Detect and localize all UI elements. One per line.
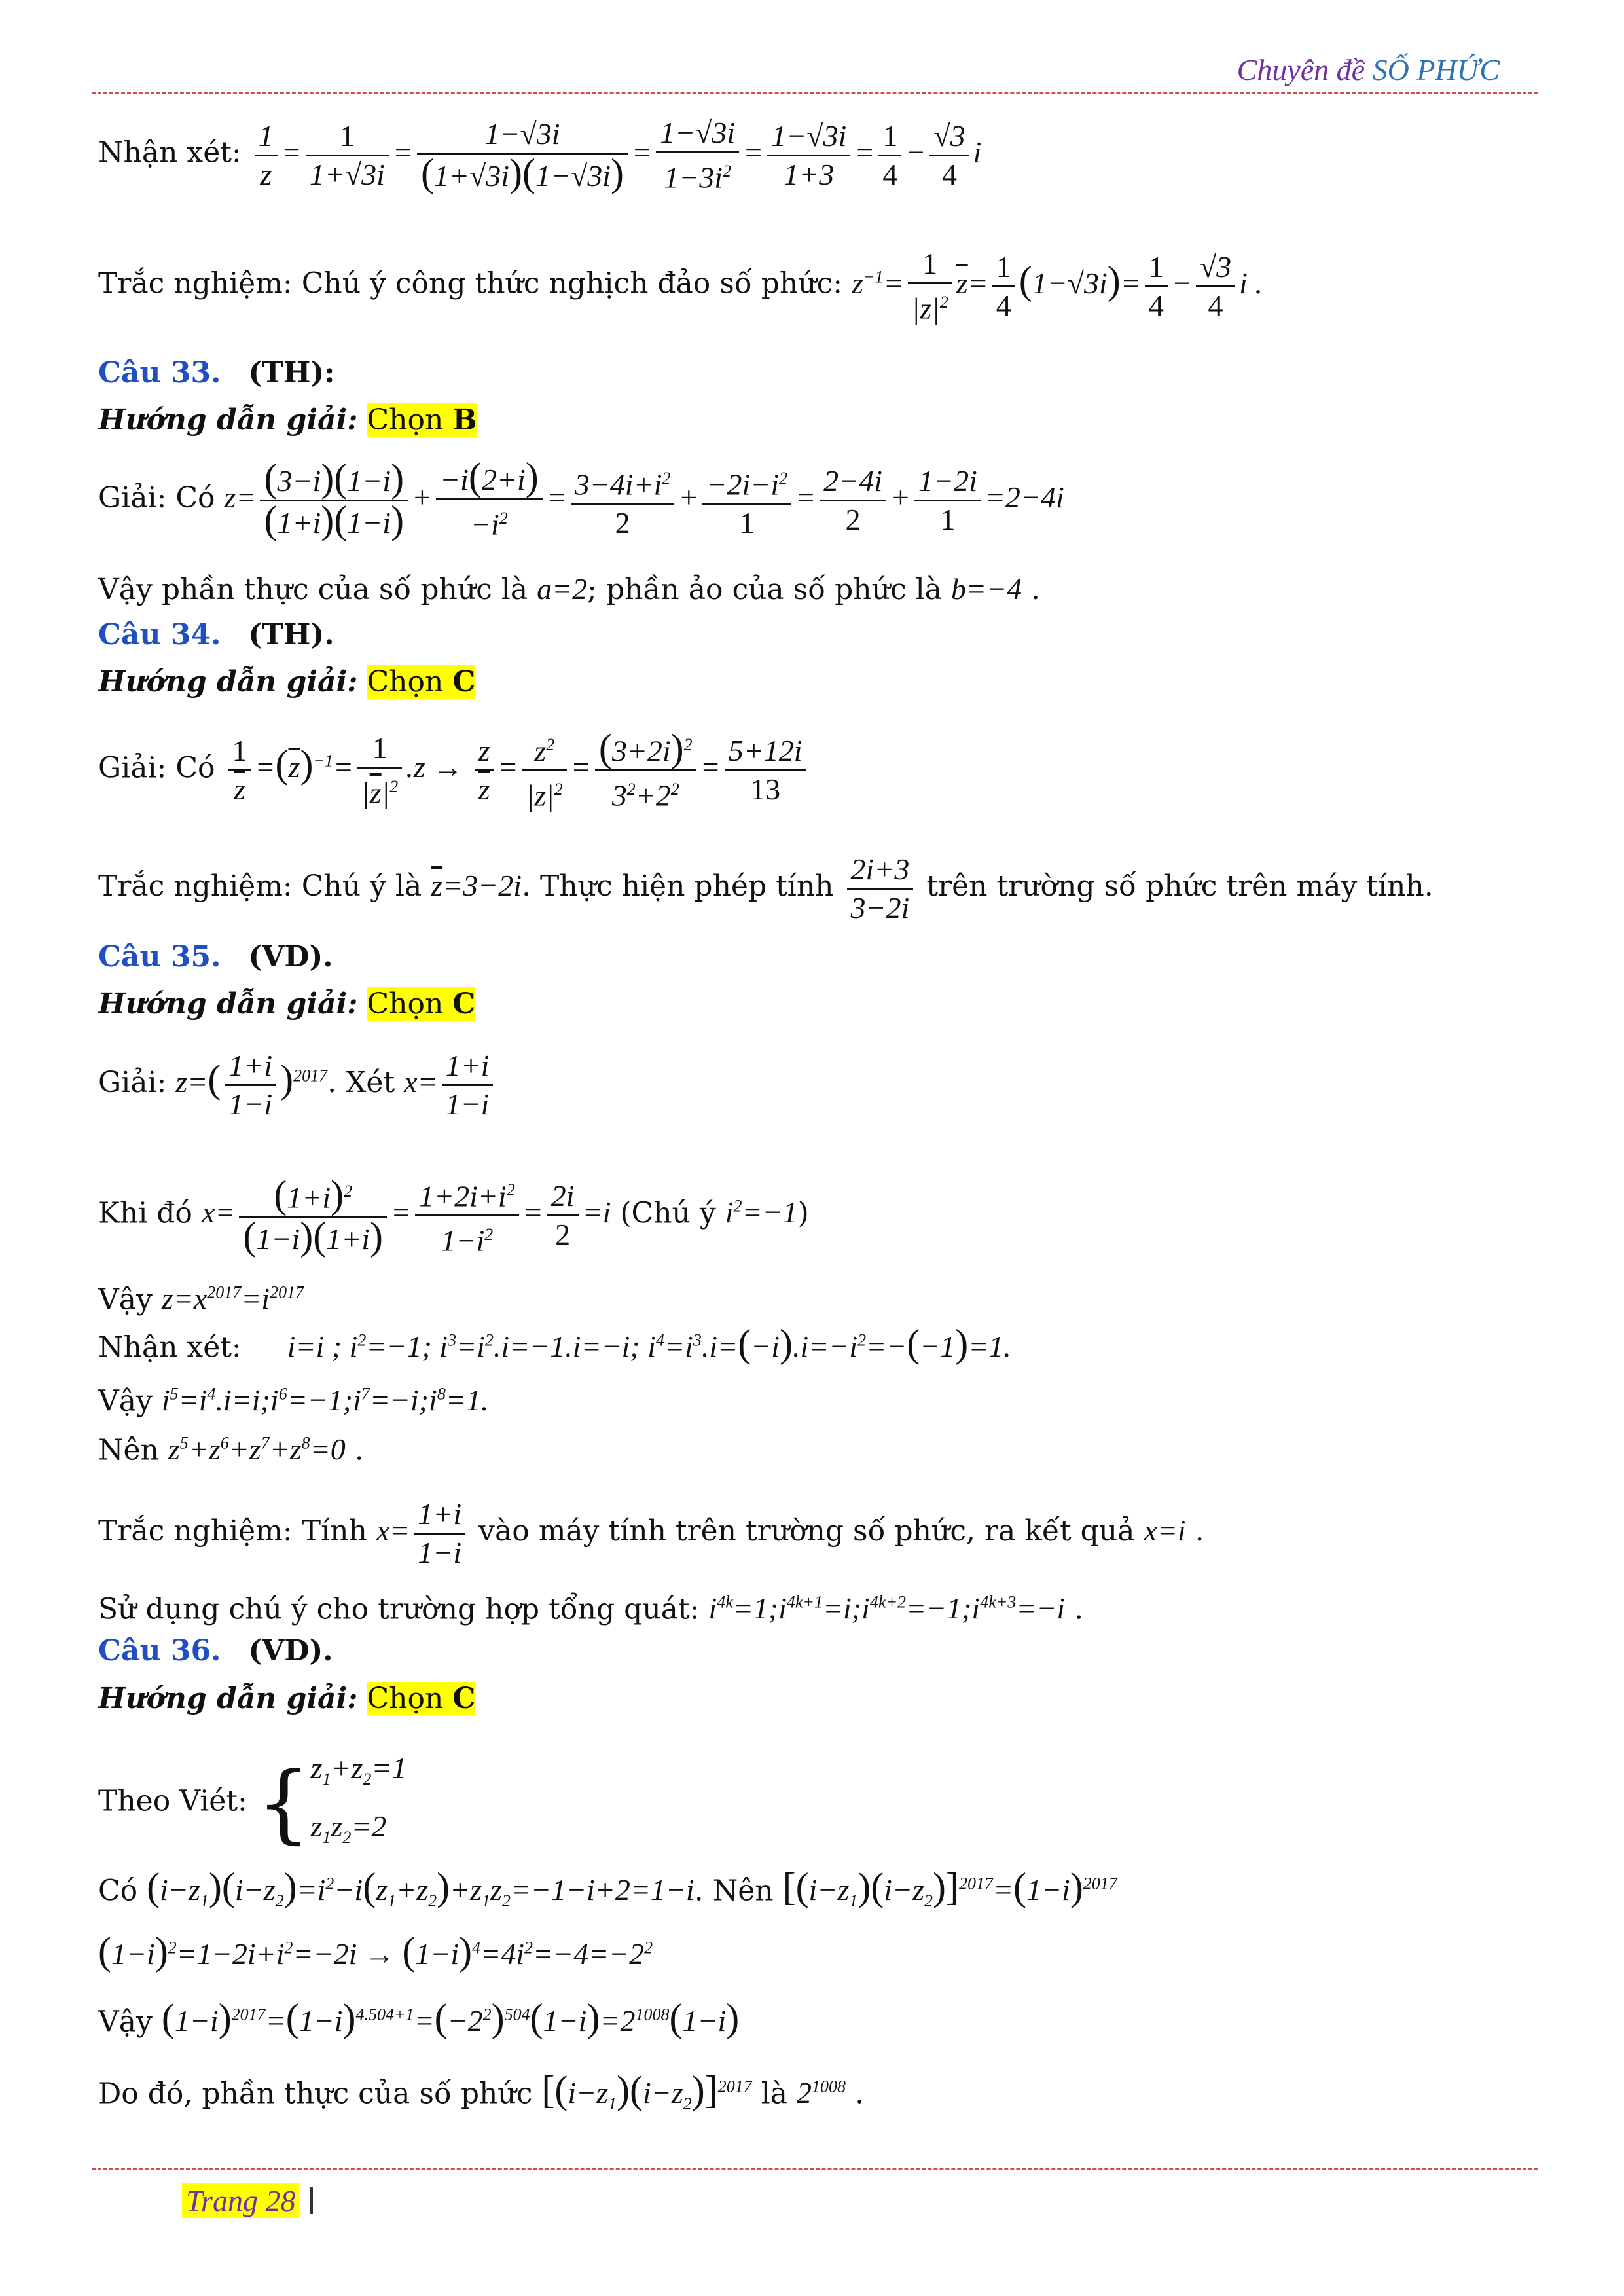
quiz-note-line: Trắc nghiệm: Chú ý công thức nghịch đảo số phức: $z^{-1}=$ $\frac{1}{|z|^2}$ $\overline{z}=$ $\frac{1}{4}$ (1−√3i)= $\frac{1}{4}$ − $\frac{√3}{4}$ i . (98, 247, 1263, 325)
footer-divider (92, 2168, 1538, 2170)
so-label: Vậy (98, 1384, 153, 1418)
question-33-heading (98, 354, 335, 393)
choice-word: Chọn (367, 987, 444, 1021)
question-35-step: Khi đó x= $\frac{(1+i)^2}{(1-i)(1+i)}$ = $\frac{1+2i+i^2}{1-i^2}$ = $\frac{2i}{2}$ =i (Chú ý $i^2=-1$) (98, 1173, 809, 1258)
is-label: là (761, 2077, 788, 2111)
remark-label: Nhận xét: (98, 1330, 242, 1364)
guide-label: Hướng dẫn giải: (98, 403, 358, 437)
question-34-heading (98, 615, 334, 655)
guide-label: Hướng dẫn giải: (98, 1682, 358, 1715)
choice-letter: C (452, 987, 476, 1021)
question-35-title: Câu 35. (98, 940, 221, 974)
header-title (1237, 52, 1500, 87)
question-33-solution: Giải: Có z= $\frac{(3-i)(1-i)}{(1+i)(1-i)}$ + $\frac{-i(2+i)}{-i^2}$ = $\frac{3-4i+i^2}{2}$ + $\frac{-2i-i^2}{1}$ = $\frac{2-4i}{2}$ + $\frac{1-2i}{1}$ =2−4i (98, 455, 1064, 542)
question-35-heading (98, 938, 333, 977)
question-36-vieta: Theo Viét: { $z_1+z_2=1$ $z_1z_2=2$ (98, 1751, 407, 1853)
general-case-label: Sử dụng chú ý cho trường hợp tổng quát: (98, 1592, 700, 1626)
quiz-note-mid: . Thực hiện phép tính (522, 869, 834, 903)
question-33-conclusion: Vậy phần thực của số phức là a=2; phần ảo của số phức là b=−4 . (98, 572, 1040, 606)
question-34-quiz-note: Trắc nghiệm: Chú ý là $\overline{z}=3-2i$. Thực hiện phép tính $\frac{2i+3}{3-2i}$ trên trường số phức trên máy tính. (98, 852, 1434, 924)
question-34-guide (98, 663, 475, 702)
question-33-title: Câu 33. (98, 356, 221, 390)
question-35-quiz-note: Trắc nghiệm: Tính x= $\frac{1+i}{1-i}$ vào máy tính trên trường số phức, ra kết quả x=i . (98, 1497, 1204, 1569)
question-35-setup: Giải: z=( $\frac{1+i}{1-i}$ )$^{2017}$. Xét x= $\frac{1+i}{1-i}$ (98, 1048, 497, 1123)
answer-highlight (367, 1682, 476, 1715)
then-label: Khi đó (98, 1196, 192, 1230)
question-36-heading (98, 1631, 333, 1671)
question-33-guide (98, 401, 477, 440)
solution-label: Giải: (98, 1066, 167, 1100)
conclusion-text: Vậy phần thực của số phức là (98, 573, 528, 606)
guide-label: Hướng dẫn giải: (98, 987, 358, 1021)
question-35-guide (98, 985, 475, 1024)
footer-bar (310, 2187, 313, 2214)
choice-letter: C (452, 1682, 476, 1715)
so-label: Vậy (98, 2005, 153, 2039)
remark-line: Nhận xét: $\frac{1}{z}$ = $\frac{1}{1+√3i}$ = $\frac{1-√3i}{(1+√3i)(1-√3i)}$ = $\frac{1-√3i}{1-3i^2}$ = $\frac{1-√3i}{1+3}$ = $\frac{1}{4}$ − $\frac{√3}{4}$ i (98, 116, 982, 195)
question-34-level: (TH). (248, 618, 334, 651)
question-36-title: Câu 36. (98, 1634, 221, 1667)
guide-label: Hướng dẫn giải: (98, 665, 358, 699)
note-label: (Chú ý (620, 1196, 716, 1230)
hence-label: . Nên (694, 1874, 774, 1908)
consider-label: . Xét (327, 1066, 395, 1100)
question-34-solution: Giải: Có $\frac{1}{z}$ $=(\overline{z})^{-1}=$ $\frac{1}{|\overline{z}|^2}$ .z → $\frac{z}{z}$ = $\frac{z^2}{|z|^2}$ = $\frac{(3+2i)^2}{3^2+2^2}$ = $\frac{5+12i}{13}$ (98, 727, 810, 814)
choice-word: Chọn (367, 1682, 444, 1715)
answer-highlight (367, 665, 476, 699)
conclusion-text: Do đó, phần thực của số phức (98, 2077, 533, 2111)
quiz-note-label: Trắc nghiệm: Chú ý công thức nghịch đảo số phức: (98, 266, 843, 301)
so-label: Vậy (98, 1283, 153, 1317)
hence-label: Nên (98, 1433, 159, 1467)
choice-word: Chọn (367, 665, 444, 699)
header-topic: SỐ PHỨC (1372, 53, 1500, 86)
question-35-sum: Nên $z^5+z^6+z^7+z^8=0$ . (98, 1432, 364, 1467)
header-prefix: Chuyên đề (1236, 53, 1373, 86)
choice-letter: B (452, 403, 477, 437)
question-36-power: Vậy $(1-i)^{2017}=(1-i)^{4.504+1}=(-2^2)^{504}(1-i)=2^{1008}(1-i)$ (98, 1996, 740, 2040)
remark-label: Nhận xét: (98, 136, 242, 170)
solution-label: Giải: Có (98, 751, 215, 785)
question-35-powers: Vậy $i^5=i^4.i=i;i^6=-1;i^7=-i;i^8=1$. (98, 1383, 489, 1418)
question-36-guide (98, 1679, 475, 1719)
quiz-note-label: Trắc nghiệm: Tính (98, 1514, 367, 1548)
vieta-label: Theo Viét: (98, 1784, 247, 1818)
question-36-product: Có $(i-z_1)(i-z_2)=i^2-i(z_1+z_2)+z_1z_2=-1-i+2=1-i$. Nên $[(i-z_1)(i-z_2)]^{2017}=(1-i)^{2017}$ (98, 1865, 1117, 1911)
question-35-result: Vậy $z=x^{2017}=i^{2017}$ (98, 1282, 304, 1317)
question-36-level: (VD). (248, 1634, 333, 1667)
conclusion-mid: ; phần ảo của số phức là (587, 573, 942, 606)
question-35-remark: Nhận xét: i=i ; $i^2=-1$; $i^3=i^2.i=-1.i=-i$; $i^4=i^3.i=(-i).i=-i^2=-(-1)=1$. (98, 1322, 1011, 1366)
question-34-title: Câu 34. (98, 618, 221, 651)
quiz-note-end: vào máy tính trên trường số phức, ra kết quả (478, 1514, 1135, 1548)
header-divider (92, 92, 1538, 94)
question-33-level: (TH): (248, 356, 335, 390)
question-35-general: Sử dụng chú ý cho trường hợp tổng quát: $i^{4k}=1;i^{4k+1}=i;i^{4k+2}=-1;i^{4k+3}=-i$ . (98, 1592, 1084, 1626)
quiz-note-label: Trắc nghiệm: Chú ý là (98, 869, 422, 903)
solution-label: Giải: Có (98, 481, 215, 515)
answer-highlight (367, 403, 477, 437)
has-label: Có (98, 1874, 138, 1908)
page-number: Trang 28 (182, 2183, 299, 2218)
question-35-level: (VD). (248, 940, 333, 974)
answer-highlight (367, 987, 476, 1021)
question-36-square: $(1-i)^2=1-2i+i^2=-2i \to (1-i)^4=4i^2=-4=-2^2$ (98, 1929, 653, 1973)
choice-word: Chọn (367, 403, 444, 437)
choice-letter: C (452, 665, 476, 699)
quiz-note-end: trên trường số phức trên máy tính. (926, 869, 1434, 903)
question-36-conclusion: Do đó, phần thực của số phức $[(i-z_1)(i-z_2)]^{2017}$ là $2^{1008}$ . (98, 2068, 865, 2114)
